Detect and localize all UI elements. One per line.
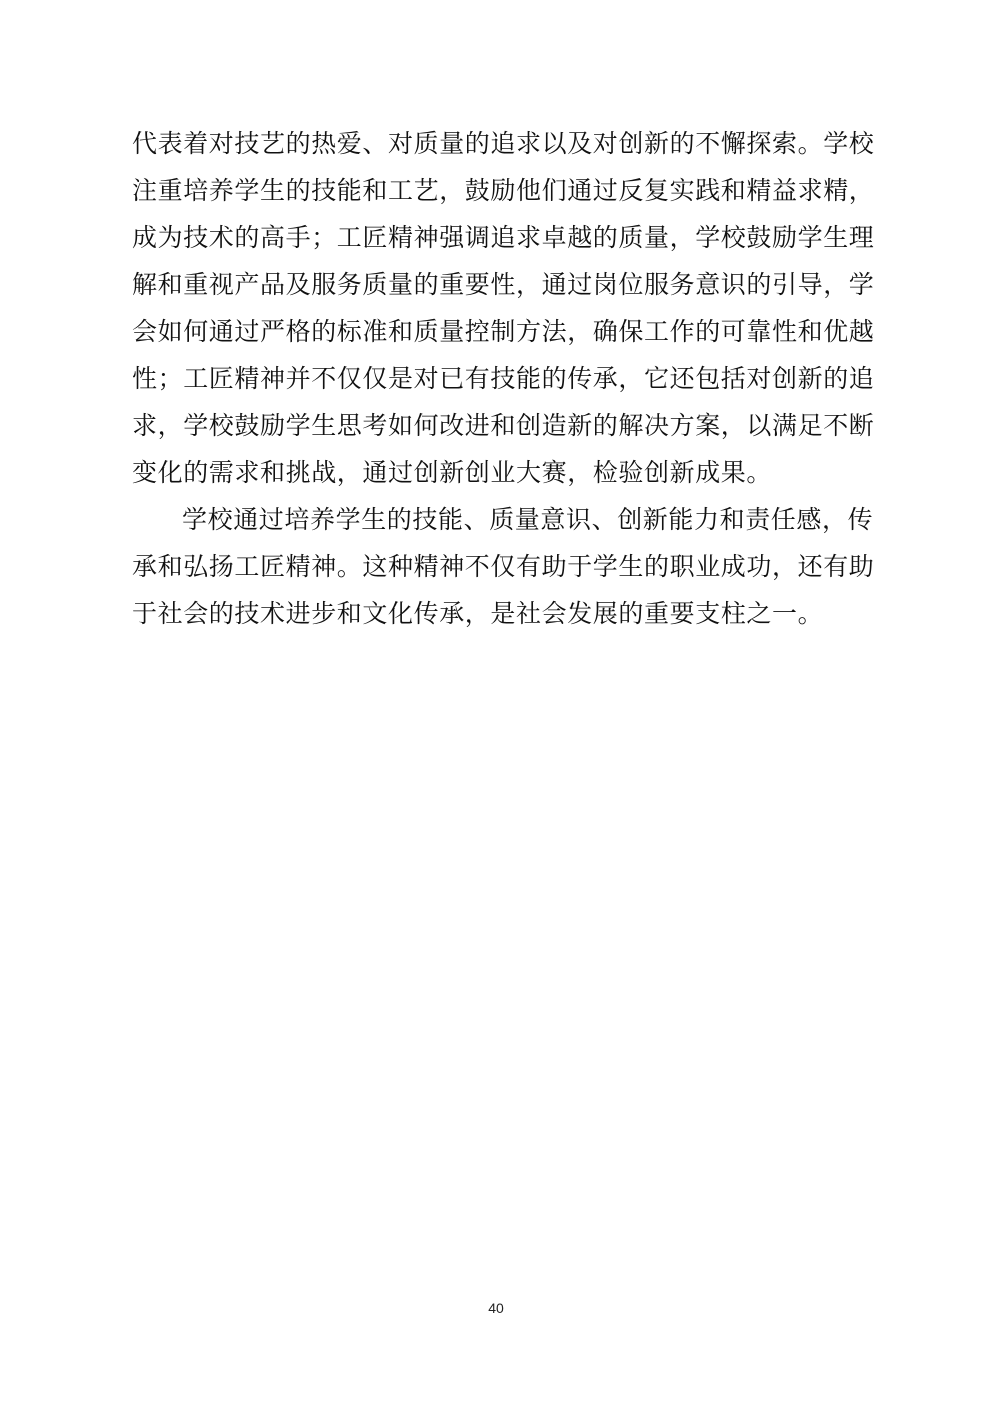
text-line: 性；工匠精神并不仅仅是对已有技能的传承，它还包括对创新的追: [132, 364, 875, 393]
text-line: 解和重视产品及服务质量的重要性，通过岗位服务意识的引导，学: [132, 270, 875, 299]
paragraph-1: [132, 120, 875, 496]
text-line: 于社会的技术进步和文化传承，是社会发展的重要支柱之一。: [132, 599, 824, 628]
body-text: [132, 120, 875, 637]
text-line: 学校通过培养学生的技能、质量意识、创新能力和责任感，传: [182, 505, 874, 534]
page-number: 40: [488, 1300, 504, 1316]
text-line: 变化的需求和挑战，通过创新创业大赛，检验创新成果。: [132, 458, 773, 487]
paragraph-2: [132, 496, 875, 637]
text-line: 成为技术的高手；工匠精神强调追求卓越的质量，学校鼓励学生理: [132, 223, 875, 252]
text-line: 注重培养学生的技能和工艺，鼓励他们通过反复实践和精益求精，: [132, 176, 875, 205]
text-line: 会如何通过严格的标准和质量控制方法，确保工作的可靠性和优越: [132, 317, 875, 346]
text-line: 代表着对技艺的热爱、对质量的追求以及对创新的不懈探索。学校: [132, 129, 875, 158]
text-line: 求，学校鼓励学生思考如何改进和创造新的解决方案，以满足不断: [132, 411, 875, 440]
text-line: 承和弘扬工匠精神。这种精神不仅有助于学生的职业成功，还有助: [132, 552, 875, 581]
